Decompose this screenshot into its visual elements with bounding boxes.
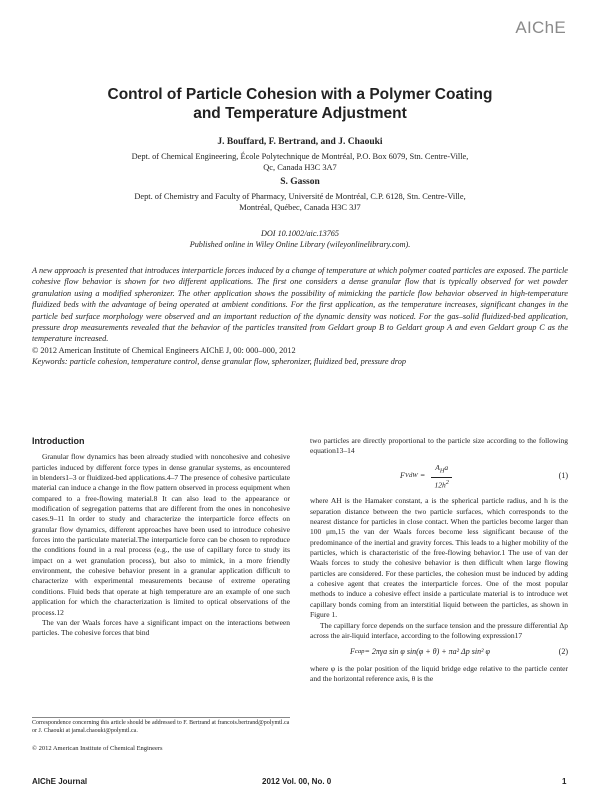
eq1-numerator-sub: H (439, 467, 445, 475)
eq1-lhs: F (400, 471, 405, 481)
affiliation-secondary (95, 191, 505, 214)
footer-page-number: 1 (562, 777, 567, 786)
eq1-numerator-a: a (444, 462, 449, 472)
authors-secondary: S. Gasson (280, 177, 320, 187)
eq1-denominator: 12h (434, 480, 446, 490)
eq2-lhs-sub: cap (354, 648, 365, 656)
equation-2-number: (2) (558, 647, 568, 657)
doi: DOI 10.1002/aic.13765 (260, 229, 339, 238)
affiliation-primary (95, 151, 505, 174)
right-paragraph-4: where φ is the polar position of the liquid bridge edge relative to the particle center and the horizontal reference axis, θ is the (310, 663, 568, 683)
keywords: Keywords: particle cohesion, temperature control, dense granular flow, spheronizer, fluidized bed, pressure drop (32, 357, 407, 367)
abstract (32, 265, 568, 368)
article-title (40, 85, 560, 123)
eq1-numerator: A (435, 462, 440, 472)
equation-1: F VdW = $\frac{A_Ha}{12h^2}$ (1) (400, 462, 568, 490)
title-line-2: and Temperature Adjustment (193, 105, 407, 122)
title-line-1: Control of Particle Cohesion with a Polymer Coating (107, 86, 493, 103)
intro-paragraph-1: Granular flow dynamics has been already studied with noncohesive and cohesive particles induced by different force types in dense granular systems, as encountered in blenders1–3 or fluidized-bed applications.4–7 The presence of cohesive particulate material can induce a change in the flow pattern observed in process equipment when compared to a free-flowing material.8 It can also lead to the appearance or modification of segregation patterns that are different from the ones in noncohesive cases.9–11 In order to study and characterize the interparticle force effects on granular flow dynamics, different approaches have been used to introduce cohesive forces into the particulate material.The interparticle force can be chosen to reproduce the conditions found in a real process (e.g., the use of capillary force to study its impact on a wet granulation process), but also to mimick, in a more friendly environment, the cohesive behavior present in a granular application difficult to characterize with experimental measurements because of extreme operating conditions. Fluid beds that operate at high temperature are an example of one such application for which the characterization is limited to optical observations of the process.12 (32, 452, 290, 617)
published-online: Published online in Wiley Online Library (wileyonlinelibrary.com). (189, 240, 411, 249)
right-paragraph-2: where AH is the Hamaker constant, a is the spherical particle radius, and h is the separation distance between the two particle surfaces, which corresponds to the nearest distance for particles in close contact. When the particles become larger than 100 μm,15 the van der Waals forces become less significant because of the predominance of the inertial and gravity forces. This leads to a higher mobility of the particles, which is characteristic of the free-flowing behavior.1 The use of van der Waals forces to study the cohesive behavior is then difficult when large flowing particles are considered. For these particles, the cohesion must be induced by adding a cohesive agent that creates the interparticle forces. One of the most popular methods to induce a cohesive effect inside a particulate material is to introduce wet capillary bonds coming from an interstitial liquid between the particles, as shown in Figure 1. (310, 496, 568, 620)
affiliation-secondary-line-1: Dept. of Chemistry and Faculty of Pharmacy, Université de Montréal, C.P. 6128, Stn. Centre-Ville, (134, 192, 466, 201)
footer-issue: 2012 Vol. 00, No. 0 (262, 777, 332, 786)
correspondence-footnote: Correspondence concerning this article should be addressed to F. Bertrand at francois.bertrand@polymtl.ca or J. Chaouki at jamal.chaouki@polymtl.ca. (32, 720, 290, 734)
eq2-lhs: F (350, 647, 355, 657)
right-paragraph-3: The capillary force depends on the surface tension and the pressure differential Δp across the air-liquid interface, according to the following expression17 (310, 620, 568, 640)
equation-1-number: (1) (558, 471, 568, 481)
right-paragraph-1: two particles are directly proportional to the particle size according to the following equation13–14 (310, 436, 568, 456)
eq1-fraction (431, 463, 452, 491)
footer-journal-name: AIChE Journal (32, 777, 88, 786)
footer-copyright: © 2012 American Institute of Chemical Engineers (32, 745, 163, 752)
section-heading-introduction: Introduction (32, 436, 85, 446)
intro-paragraph-2: The van der Waals forces have a significant impact on the interactions between particles. The cohesive forces that bind (32, 617, 290, 638)
copyright-line: © 2012 American Institute of Chemical Engineers AIChE J, 00: 000–000, 2012 (32, 345, 296, 355)
affiliation-primary-line-1: Dept. of Chemical Engineering, École Polytechnique de Montréal, P.O. Box 6079, Stn. Centre-Ville, (131, 152, 469, 161)
doi-block (40, 228, 560, 250)
affiliation-primary-line-2: Qc, Canada H3C 3A7 (263, 163, 337, 173)
eq1-lhs-sub: VdW (404, 472, 418, 480)
eq1-denominator-sup: 2 (445, 478, 449, 486)
left-column (32, 436, 290, 639)
footnote-divider (32, 717, 290, 718)
right-column (310, 436, 568, 684)
authors-primary: J. Bouffard, F. Bertrand, and J. Chaouki (217, 137, 383, 147)
journal-logo: AIChE (515, 18, 566, 37)
eq2-rhs: = 2πγa sin φ sin(φ + θ) + πa² Δp sin² φ (364, 647, 490, 657)
abstract-text: A new approach is presented that introduces interparticle forces induced by a change of temperature at which polymer coated particles are exposed. The particle cohesive flow behavior is shown for two different applications. The first one considers a dense granular flow that is typically observed for wet powder granulation using a modified spheronizer. The other application shows the possibility of mimicking the particle flow behavior observed in high-temperature fluidized beds with the advantage of being operated at ambient conditions. For the first application, as the temperature increases, significant changes in the particle bed surface morphology were observed and an important reduction of the dynamic density was noticed. For the gas–solid fluidized-bed application, pressure drop measurements revealed that the behavior of the particles transited from Geldart group B to Geldart group A and even Geldart group C as the temperature increased. (32, 266, 568, 344)
affiliation-secondary-line-2: Montréal, Québec, Canada H3C 3J7 (239, 203, 361, 213)
equation-2 (310, 641, 568, 663)
